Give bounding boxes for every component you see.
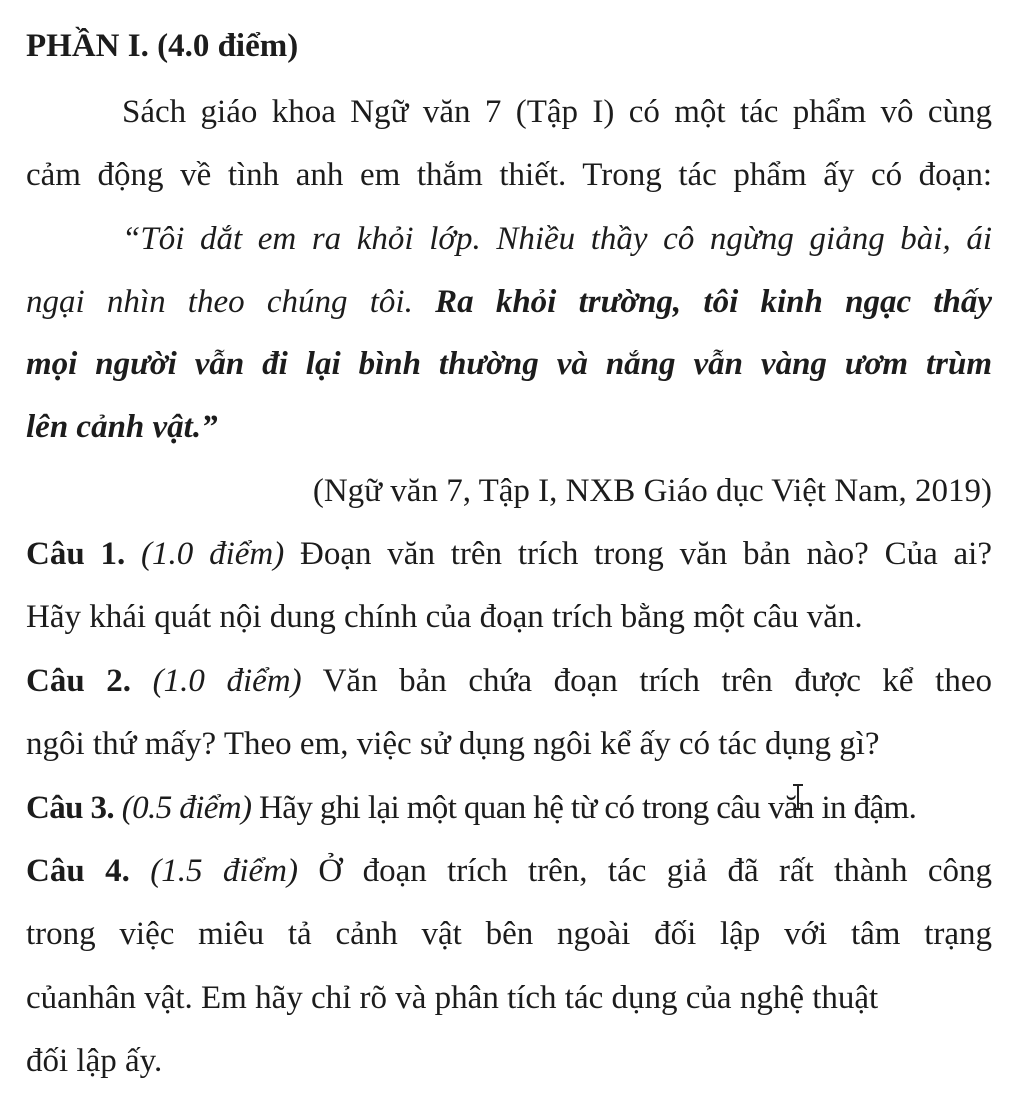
question-2-points: (1.0 điểm) [152,663,302,699]
question-4-line-1 [26,849,992,893]
question-1-line-2: Hãy khái quát nội dung chính của đoạn trích bằng một câu văn. [26,599,863,635]
question-1-points: (1.0 điểm) [141,536,285,572]
question-4-label: Câu 4. [26,853,130,889]
question-1-line-1 [26,532,992,576]
question-4-line-3: củanhân vật. Em hãy chỉ rõ và phân tích tác dụng của nghệ thuật [26,980,879,1016]
question-4-line-4: đối lập ấy. [26,1043,163,1079]
question-3-label: Câu 3. [26,790,115,826]
question-1-label: Câu 1. [26,536,126,572]
question-1-text-1: Đoạn văn trên trích trong văn bản nào? Của ai? [284,536,992,572]
intro-line-1: Sách giáo khoa Ngữ văn 7 (Tập I) có một tác phẩm vô cùng [122,94,992,130]
quote-line-1: “Tôi dắt em ra khỏi lớp. Nhiều thầy cô ngừng giảng bài, ái [122,221,992,257]
section-title: PHẦN I. (4.0 điểm) [26,28,299,64]
text-cursor-icon [797,784,809,810]
quote-line-2-bold: Ra khỏi trường, tôi kinh ngạc thấy [435,284,992,320]
question-3-text-1: Hãy ghi lại một quan hệ từ có trong câu văn in đậm. [251,790,917,826]
question-2-line-1 [26,659,992,703]
question-4-line-2: trong việc miêu tả cảnh vật bên ngoài đối lập với tâm trạng [26,916,992,952]
intro-line-2: cảm động về tình anh em thắm thiết. Trong tác phẩm ấy có đoạn: [26,157,992,193]
question-3-line-1 [26,786,992,830]
question-4-points: (1.5 điểm) [150,853,298,889]
quote-line-2 [26,280,992,324]
source-citation: (Ngữ văn 7, Tập I, NXB Giáo dục Việt Nam, 2019) [312,473,992,509]
question-3-points: (0.5 điểm) [121,790,252,826]
question-2-line-2: ngôi thứ mấy? Theo em, việc sử dụng ngôi kể ấy có tác dụng gì? [26,726,880,762]
quote-line-2-normal: ngại nhìn theo chúng tôi. [26,284,436,320]
question-4-text-1: Ở đoạn trích trên, tác giả đã rất thành công [297,853,993,889]
question-2-text-1: Văn bản chứa đoạn trích trên được kể theo [301,663,992,699]
quote-line-3: mọi người vẫn đi lại bình thường và nắng vẫn vàng ươm trùm [26,346,992,382]
question-2-label: Câu 2. [26,663,132,699]
quote-line-4: lên cảnh vật.” [26,409,218,445]
